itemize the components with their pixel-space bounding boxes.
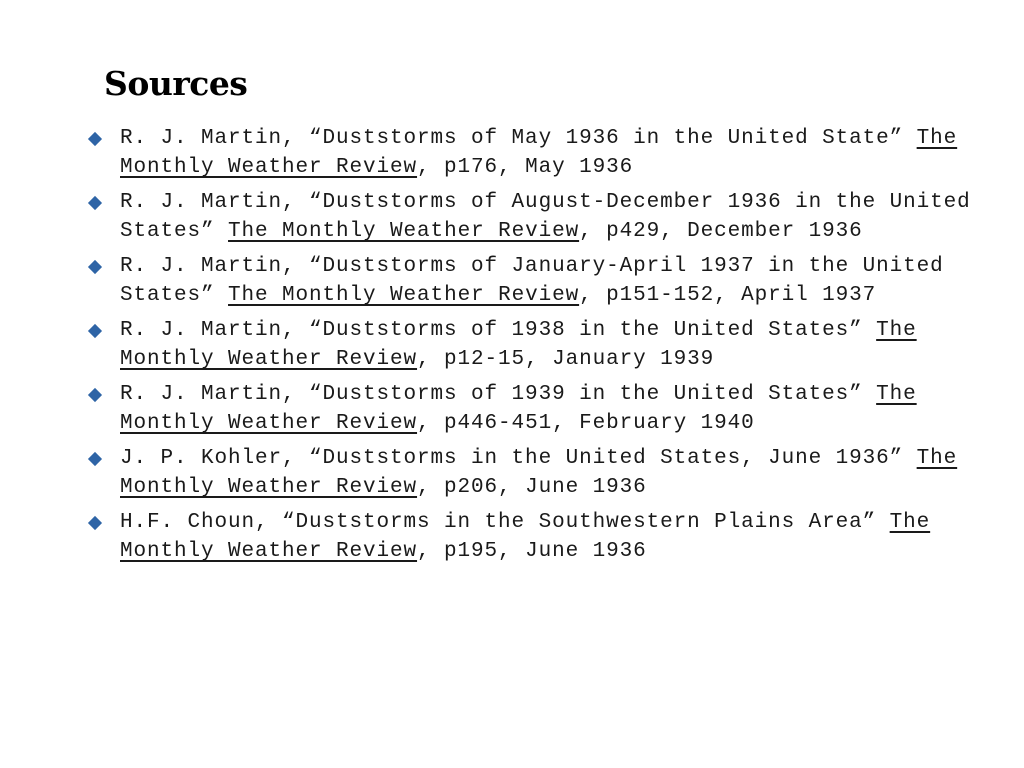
diamond-bullet-icon: [88, 196, 102, 210]
slide-title: Sources: [104, 64, 248, 103]
source-journal: The Monthly Weather Review: [120, 319, 917, 371]
source-journal: The Monthly Weather Review: [120, 127, 958, 179]
diamond-bullet-icon: [88, 132, 102, 146]
source-author-title: H.F. Choun, “Duststorms in the Southwestern Plains Area”: [120, 511, 877, 534]
source-details: , p429, December 1936: [579, 220, 863, 243]
source-journal: The Monthly Weather Review: [120, 383, 917, 435]
source-author-title: R. J. Martin, “Duststorms of January-April 1937 in the United States”: [120, 255, 944, 307]
source-author-title: R. J. Martin, “Duststorms of August-December 1936 in the United States”: [120, 191, 971, 243]
source-details: , p206, June 1936: [417, 476, 647, 499]
source-journal: The Monthly Weather Review: [228, 284, 580, 307]
source-item: [88, 444, 988, 502]
diamond-bullet-icon: [88, 324, 102, 338]
source-item: [88, 508, 988, 566]
source-journal: The Monthly Weather Review: [120, 447, 958, 499]
source-item: [88, 188, 988, 246]
source-author-title: R. J. Martin, “Duststorms of 1938 in the United States”: [120, 319, 863, 342]
source-details: , p12-15, January 1939: [417, 348, 715, 371]
source-details: , p176, May 1936: [417, 156, 634, 179]
source-item: [88, 380, 988, 438]
source-item: [88, 316, 988, 374]
source-author-title: R. J. Martin, “Duststorms of 1939 in the United States”: [120, 383, 863, 406]
source-journal: The Monthly Weather Review: [228, 220, 580, 243]
source-item: [88, 124, 988, 182]
source-author-title: J. P. Kohler, “Duststorms in the United States, June 1936”: [120, 447, 904, 470]
diamond-bullet-icon: [88, 260, 102, 274]
source-journal: The Monthly Weather Review: [120, 511, 931, 563]
source-details: , p151-152, April 1937: [579, 284, 877, 307]
source-item: [88, 252, 988, 310]
diamond-bullet-icon: [88, 516, 102, 530]
diamond-bullet-icon: [88, 388, 102, 402]
source-details: , p446-451, February 1940: [417, 412, 755, 435]
sources-list: [88, 124, 988, 572]
source-details: , p195, June 1936: [417, 540, 647, 563]
source-author-title: R. J. Martin, “Duststorms of May 1936 in the United State”: [120, 127, 904, 150]
diamond-bullet-icon: [88, 452, 102, 466]
